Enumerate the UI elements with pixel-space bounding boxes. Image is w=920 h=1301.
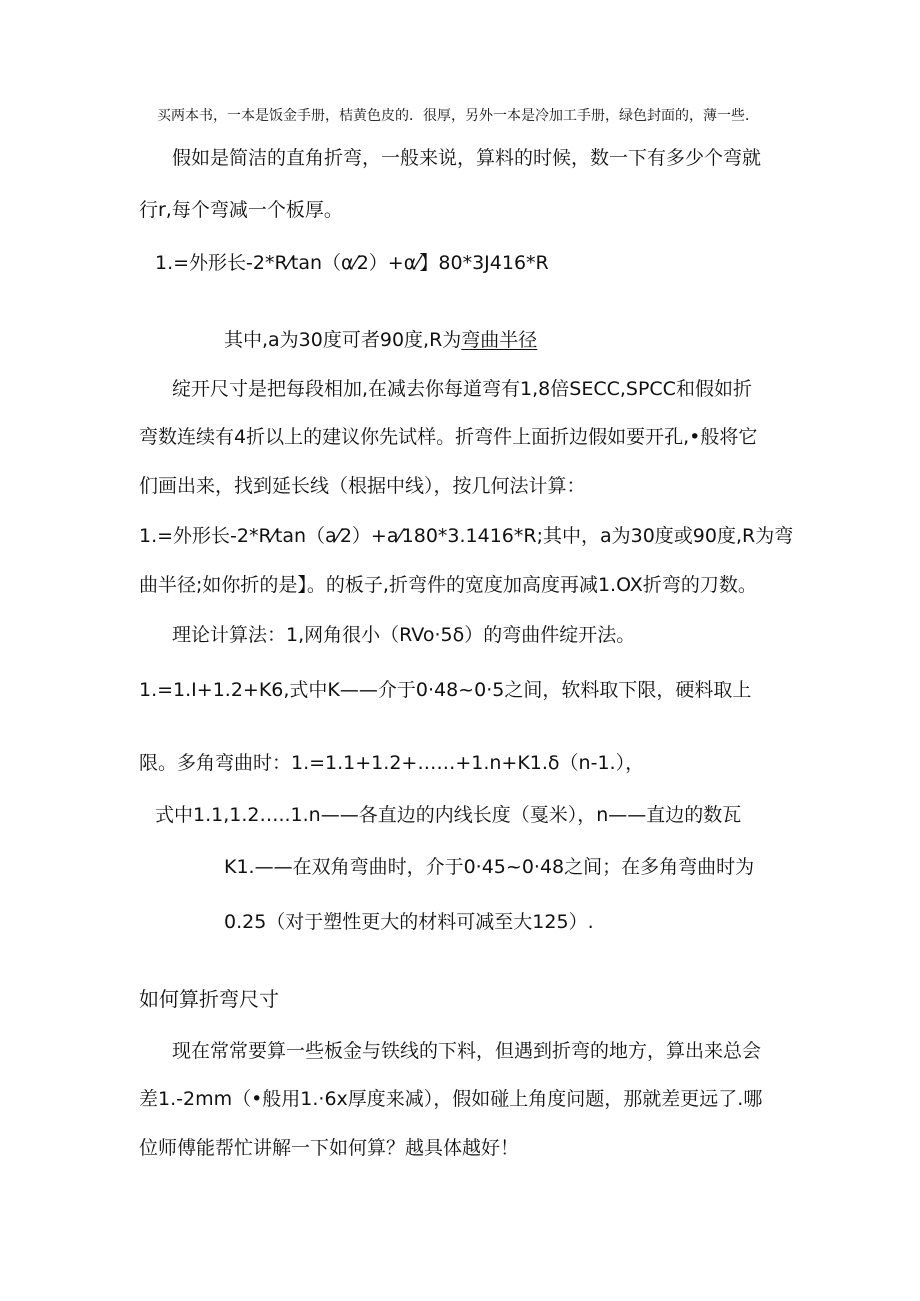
paragraph-line: 理论计算法：1,网角很小（RVo·5δ）的弯曲件绽开法。	[172, 624, 636, 646]
paragraph-line: 1.=外形长-2*R⁄tan（a⁄2）+a⁄180*3.1416*R;其中，a为30度或90度,R为弯	[139, 525, 794, 547]
paragraph-line: 式中1.1,1.2…..1.n——各直边的内线长度（戛米），n——直边的数瓦	[155, 804, 742, 826]
formula-note	[224, 331, 537, 350]
paragraph-line: 们画出来，找到延长线（根据中线），按几何法计算：	[139, 475, 586, 497]
paragraph-line: 位师傅能帮忙讲解一下如何算？越具体越好！	[139, 1137, 520, 1159]
formula-note-text: 其中,a为30度可者90度,R为	[224, 329, 462, 351]
paragraph-line: 行r,每个弯减一个板厚。	[139, 199, 343, 221]
paragraph-line: K1.——在双角弯曲时，介于0·45~0·48之间；在多角弯曲时为	[224, 856, 755, 878]
paragraph-line: 现在常常要算一些板金与铁线的下料，但遇到折弯的地方，算出来总会	[172, 1040, 762, 1062]
paragraph-line: 绽开尺寸是把每段相加,在减去你每道弯有1,8倍SECC,SPCC和假如折	[172, 378, 752, 400]
paragraph-line: 限。多角弯曲时：1.=1.1+1.2+……+1.n+K1.δ（n-1.），	[139, 752, 645, 774]
intro-note: 买两本书，一本是饭金手册，桔黄色皮的．很厚，另外一本是冷加工手册，绿色封面的，薄一些．	[157, 108, 759, 124]
paragraph-line: 0.25（对于塑性更大的材料可减至大125）.	[224, 911, 594, 933]
paragraph-line: 1.=1.I+1.2+K6,式中K——介于0·48~0·5之间，软料取下限，硬料取上	[139, 679, 752, 701]
formula-line: 1.=外形长-2*R⁄tan（α⁄2）+α⁄】80*3J416*R	[155, 252, 549, 274]
section-heading: 如何算折弯尺寸	[139, 987, 279, 1011]
paragraph-line: 假如是简洁的直角折弯，一般来说，算料的时候，数一下有多少个弯就	[172, 147, 762, 169]
paragraph-line: 弯数连续有4折以上的建议你先试样。折弯件上面折边假如要开孔,•般将它	[139, 426, 758, 448]
underlined-term: 弯曲半径	[461, 329, 538, 351]
paragraph-line: 曲半径;如你折的是】。的板子,折弯件的宽度加高度再减1.OX折弯的刀数。	[139, 574, 757, 596]
paragraph-line: 差1.-2mm（•般用1.·6x厚度来减），假如碰上角度问题，那就差更远了.哪	[139, 1088, 763, 1110]
